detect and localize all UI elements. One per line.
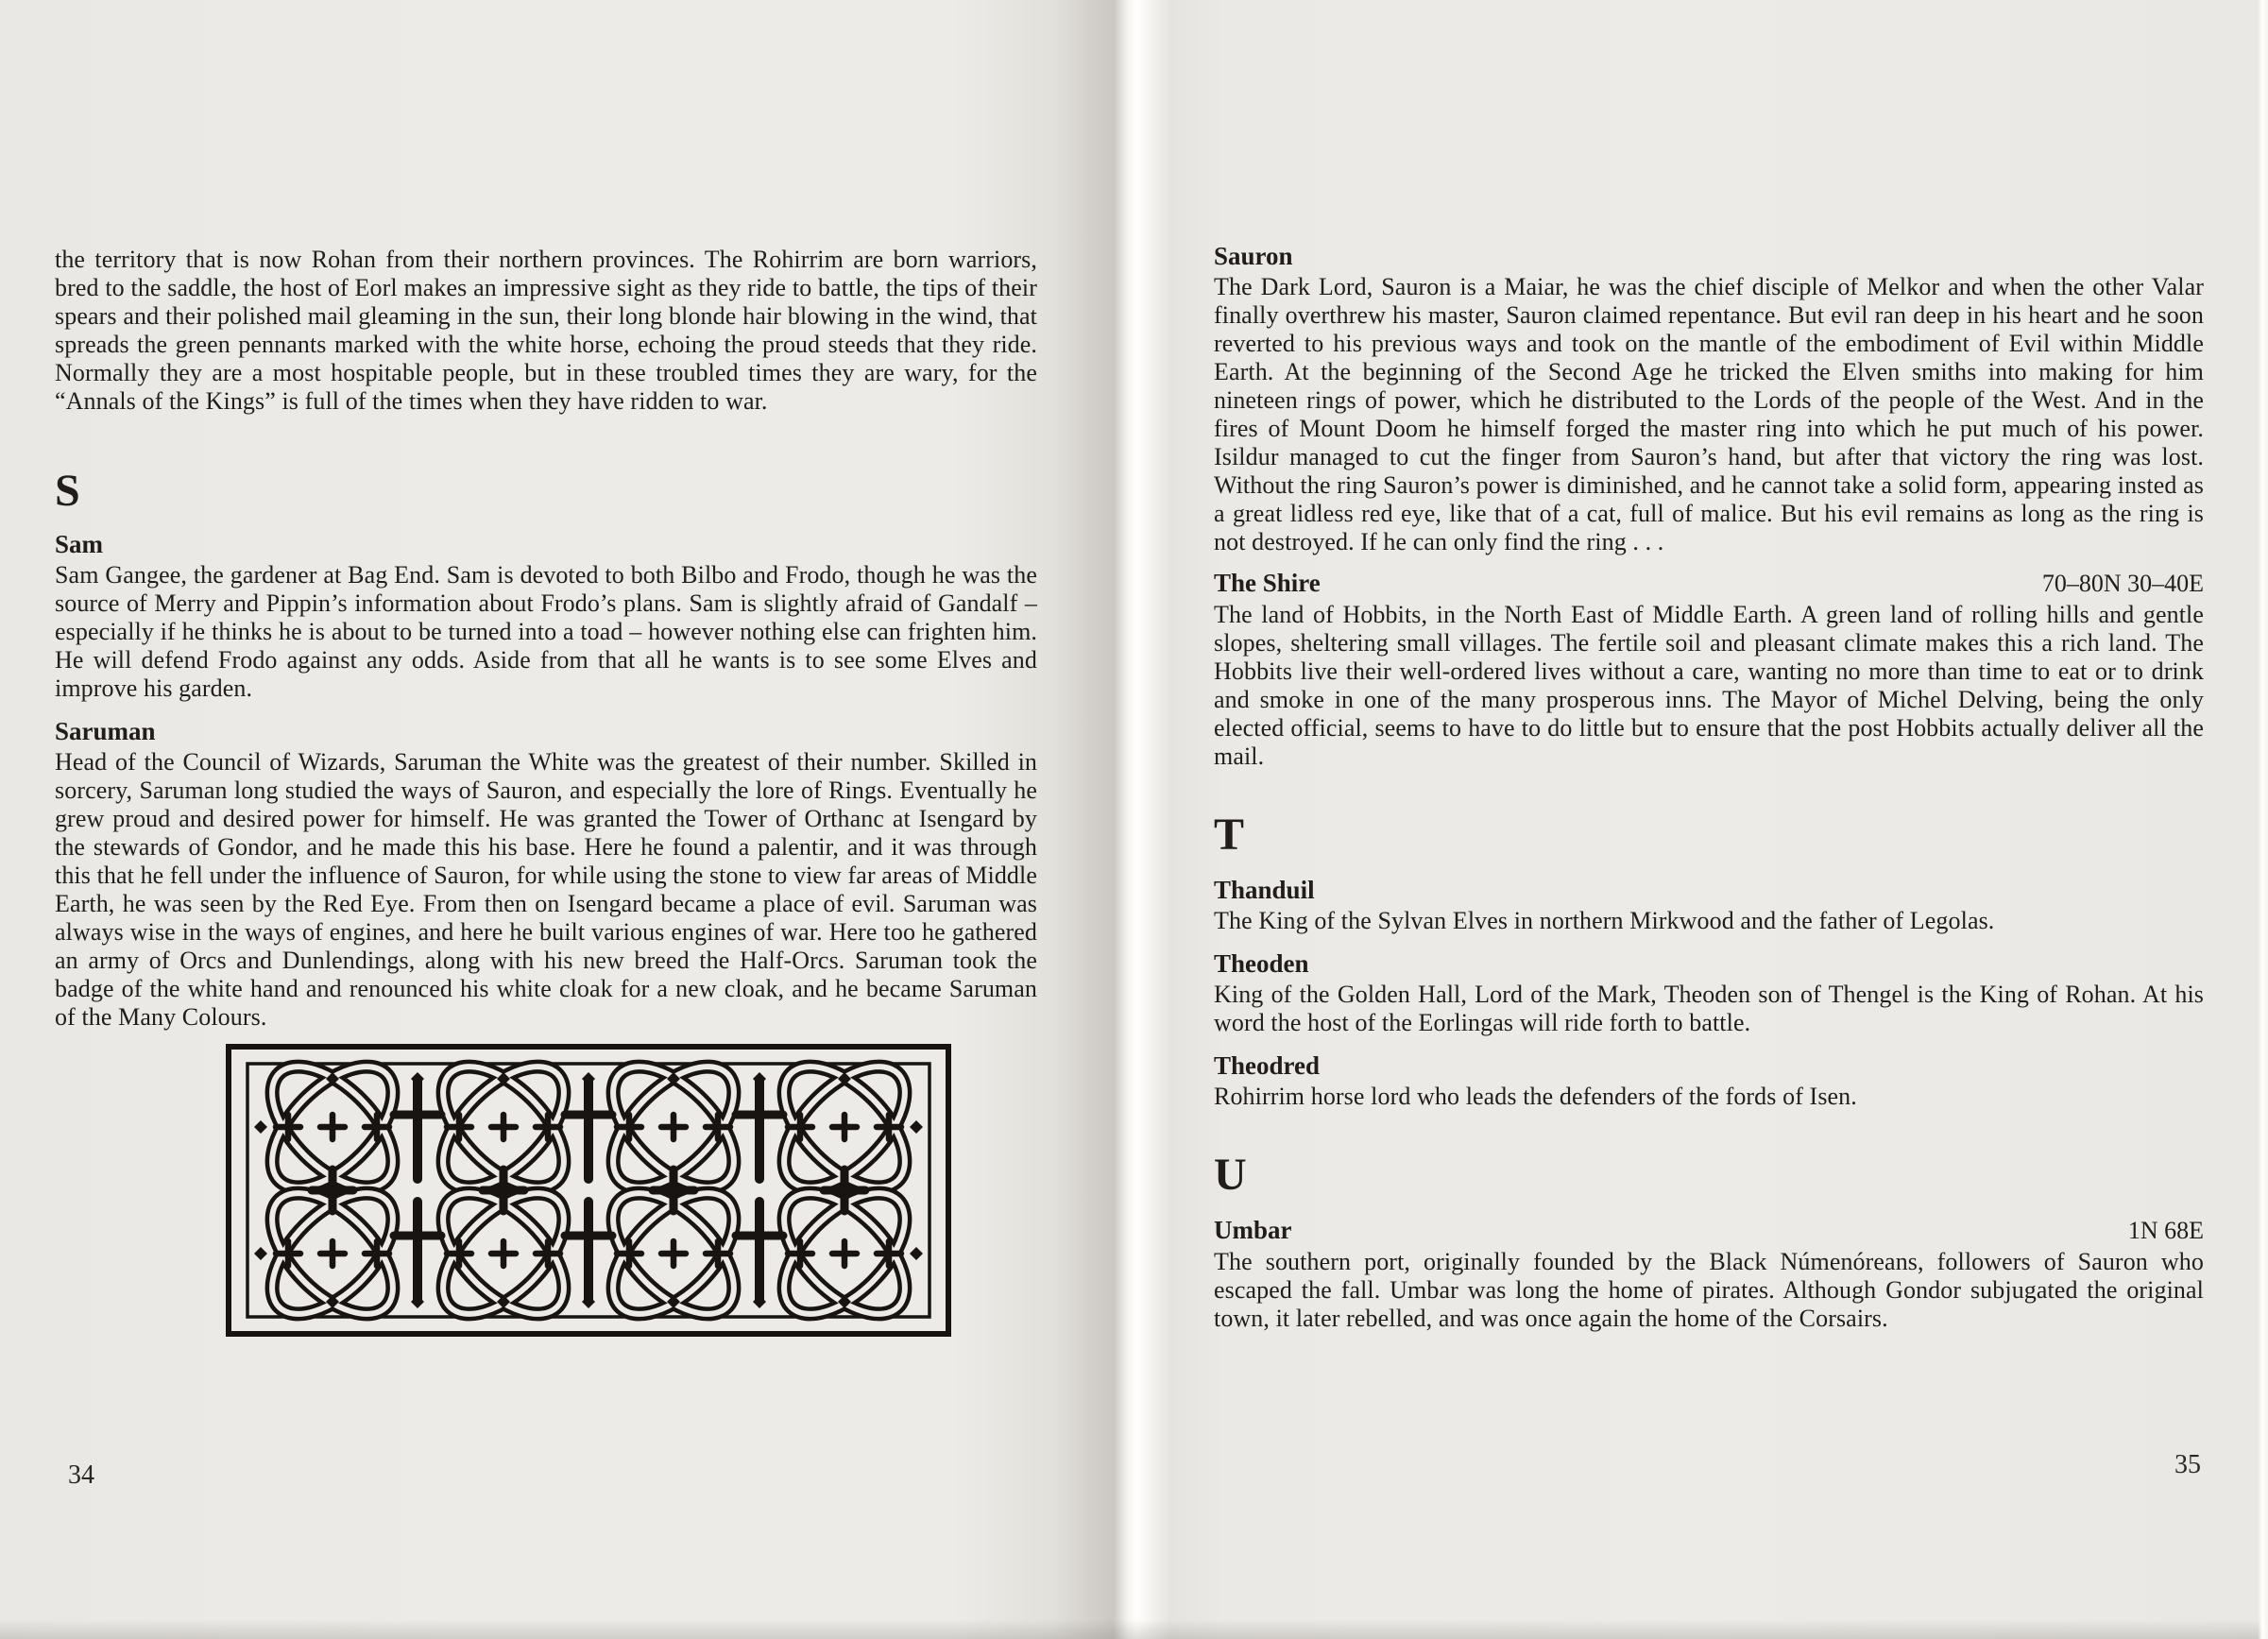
entry-header-umbar	[1214, 1215, 2204, 1246]
entry-name-saruman: Saruman	[55, 717, 156, 745]
entry-coordinates-umbar: 1N 68E	[2127, 1217, 2204, 1244]
right-page	[1214, 0, 2204, 1333]
entry-body-the-shire: The land of Hobbits, in the North East of Middle Earth. A green land of rolling hills and gentle slopes, sheltering small villages. The fertile soil and pleasant climate makes this a rich land. The Hobbits live their well-ordered lives without a care, wanting no more than time to eat or to drink and smoke in one of the many prosperous inns. The Mayor of Michel Delving, being the only elected official, seems to have to do little but to ensure that the post Hobbits actually deliver all the mail.	[1214, 601, 2204, 770]
intro-paragraph: the territory that is now Rohan from their northern provinces. The Rohirrim are born warriors, bred to the saddle, the host of Eorl makes an impressive sight as they ride to battle, the tips of their spears and their polished mail gleaming in the sun, their long blonde hair blowing in the wind, that spreads the green pennants marked with the white horse, echoing the proud steeds that they ride. Normally they are a most hospitable people, but in these troubled times they are wary, for the “Annals of the Kings” is full of the times when they have ridden to war.	[55, 246, 1037, 415]
entry-header-theoden	[1214, 948, 2204, 979]
entry-name-theoden: Theoden	[1214, 949, 1309, 978]
entry-body-theoden: King of the Golden Hall, Lord of the Mark, Theoden son of Thengel is the King of Rohan. At his word the host of the Eorlingas will ride forth to battle.	[1214, 981, 2204, 1036]
entry-header-sauron	[1214, 241, 2204, 271]
entry-header-thanduil	[1214, 875, 2204, 905]
section-heading-s: S	[55, 466, 80, 516]
page-number-right: 35	[2174, 1450, 2201, 1479]
page-number-left: 34	[68, 1460, 94, 1490]
entry-body-theodred: Rohirrim horse lord who leads the defenders of the fords of Isen.	[1214, 1083, 1857, 1110]
section-heading-t: T	[1214, 810, 1245, 860]
entry-header-theodred	[1214, 1050, 2204, 1081]
left-page	[55, 0, 1037, 1338]
entry-body-umbar: The southern port, originally founded by the Black Númenóreans, followers of Sauron who escaped the fall. Umbar was long the home of pirates. Although Gondor subjugated the original town, it later rebelled, and was once again the home of the Corsairs.	[1214, 1248, 2204, 1332]
entry-coordinates-the-shire: 70–80N 30–40E	[2041, 570, 2204, 597]
entry-name-sauron: Sauron	[1214, 242, 1293, 270]
entry-header-sam	[55, 529, 1037, 559]
entry-name-sam: Sam	[55, 530, 104, 558]
entry-name-umbar: Umbar	[1214, 1216, 1292, 1244]
section-heading-u: U	[1214, 1150, 1247, 1200]
entry-body-sam: Sam Gangee, the gardener at Bag End. Sam is devoted to both Bilbo and Frodo, though he was the source of Merry and Pippin’s information about Frodo’s plans. Sam is slightly afraid of Gandalf – especially if he thinks he is about to be turned into a toad – however nothing else can frighten him. He will defend Frodo against any odds. Aside from that all he wants is to see some Elves and improve his garden.	[55, 561, 1037, 702]
entry-body-saruman: Head of the Council of Wizards, Saruman the White was the greatest of their number. Skilled in sorcery, Saruman long studied the ways of Sauron, and especially the lore of Rings. Eventually he grew proud and desired power for himself. He was granted the Tower of Orthanc at Isengard by the stewards of Gondor, and he made this his base. Here he found a palentir, and it was through this that he fell under the influence of Sauron, for while using the stone to view far areas of Middle Earth, he was seen by the Red Eye. From then on Isengard became a place of evil. Saruman was always wise in the ways of engines, and here he built various engines of war. Here too he gathered an army of Orcs and Dunlendings, along with his new breed the Half-Orcs. Saruman took the badge of the white hand and renounced his white cloak for a new cloak, and he became Saruman of the Many Colours.	[55, 748, 1037, 1031]
entry-body-thanduil: The King of the Sylvan Elves in northern Mirkwood and the father of Legolas.	[1214, 907, 1995, 934]
celtic-knot-ornament	[225, 1043, 952, 1338]
entry-name-thanduil: Thanduil	[1214, 876, 1315, 904]
entry-body-sauron: The Dark Lord, Sauron is a Maiar, he was the chief disciple of Melkor and when the other Valar finally overthrew his master, Sauron claimed repentance. But evil ran deep in his heart and he soon reverted to his previous ways and took on the mantle of the embodiment of Evil within Middle Earth. At the beginning of the Second Age he tricked the Elven smiths into making for him nineteen rings of power, which he distributed to the Lords of the people of the West. And in the fires of Mount Doom he himself forged the master ring into which he put much of his power. Isildur managed to cut the finger from Sauron’s hand, but after that victory the ring was lost. Without the ring Sauron’s power is diminished, and he cannot take a solid form, appearing insted as a great lidless red eye, like that of a cat, full of malice. But his evil remains as long as the ring is not destroyed. If he can only find the ring . . .	[1214, 273, 2204, 555]
page-gutter	[1067, 0, 1228, 1639]
entry-header-saruman	[55, 716, 1037, 746]
entry-name-the-shire: The Shire	[1214, 569, 1321, 597]
entry-header-the-shire	[1214, 568, 2204, 599]
entry-name-theodred: Theodred	[1214, 1051, 1321, 1080]
